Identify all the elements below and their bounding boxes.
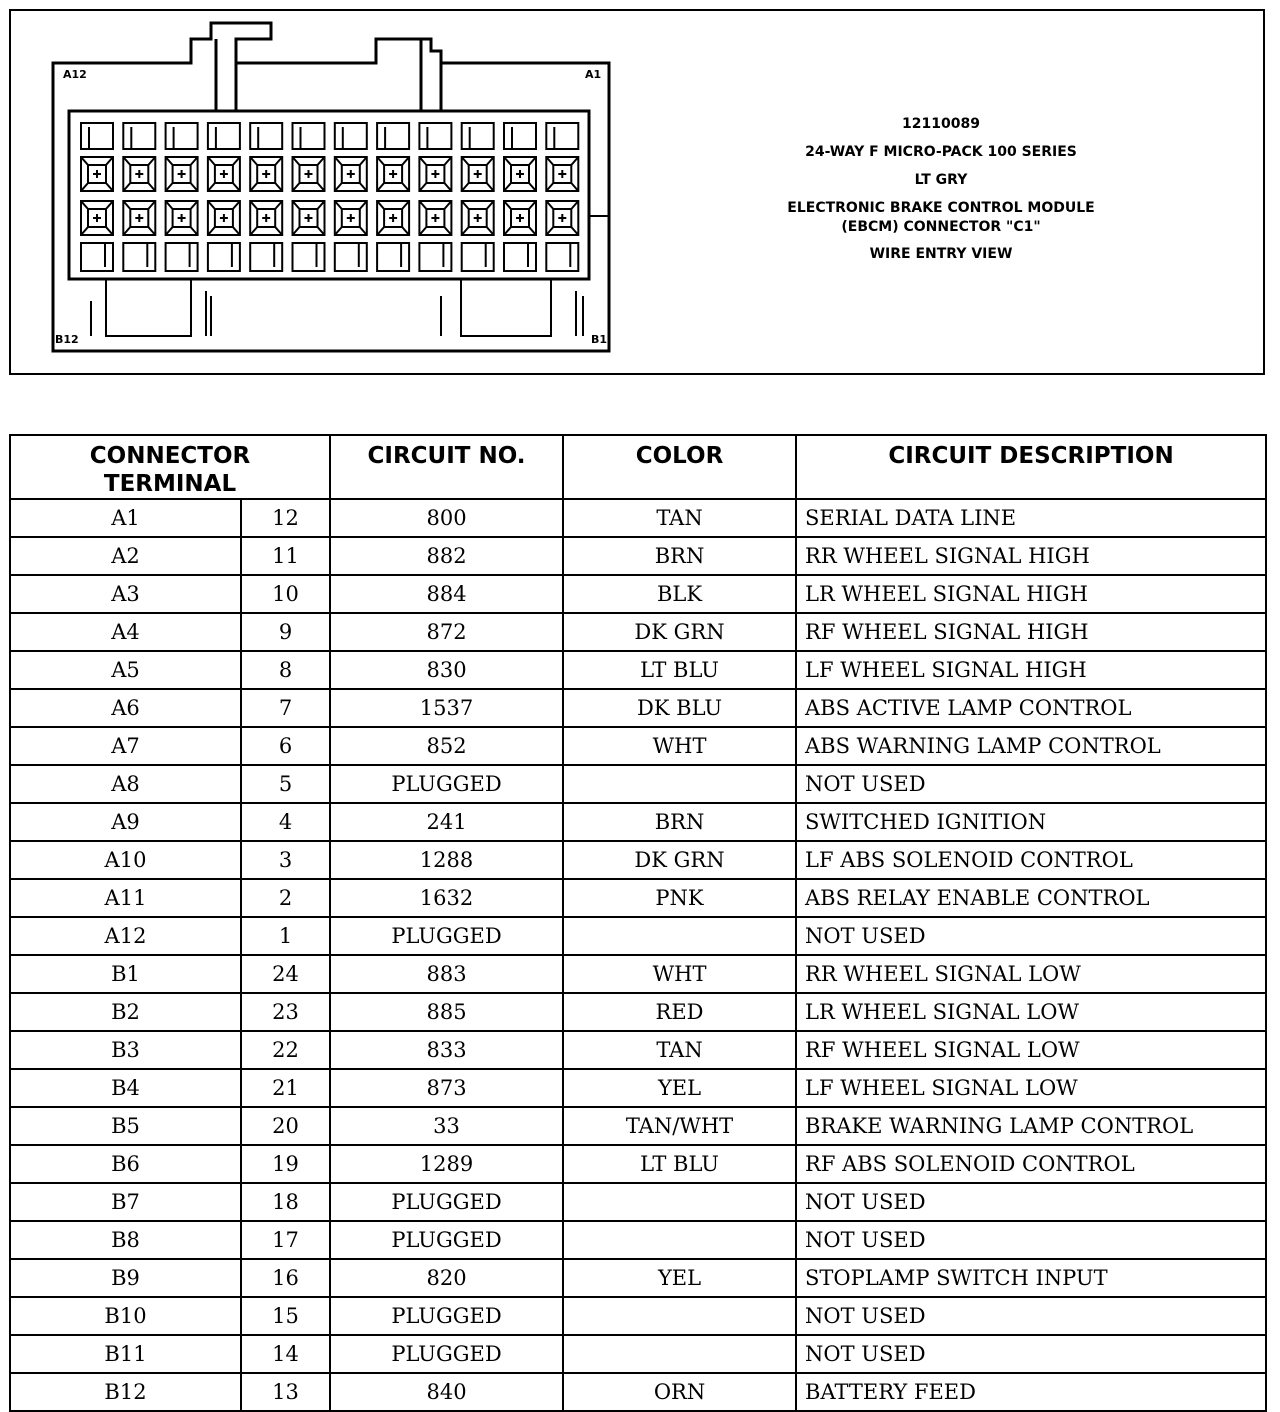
cell-color: TAN xyxy=(563,1031,796,1069)
cell-color: DK BLU xyxy=(563,689,796,727)
table-row xyxy=(10,537,1266,575)
connector-cavity xyxy=(81,201,113,235)
connector-cavity xyxy=(250,123,282,149)
header-circuit-description: CIRCUIT DESCRIPTION xyxy=(796,435,1266,499)
cell-terminal: B9 xyxy=(10,1259,241,1297)
connector-cavity xyxy=(293,243,325,271)
connector-cavity xyxy=(123,123,155,149)
cell-description: SWITCHED IGNITION xyxy=(796,803,1266,841)
cell-description: NOT USED xyxy=(796,917,1266,955)
cell-circuit-no: 1632 xyxy=(330,879,563,917)
connector-cavity xyxy=(546,123,578,149)
cell-circuit-no: 885 xyxy=(330,993,563,1031)
connector-cavity xyxy=(335,123,367,149)
table-header-row xyxy=(10,435,1266,499)
cell-circuit-no: 873 xyxy=(330,1069,563,1107)
connector-cavity xyxy=(208,201,240,235)
cell-color: YEL xyxy=(563,1069,796,1107)
cell-terminal: A4 xyxy=(10,613,241,651)
table-row xyxy=(10,1373,1266,1411)
table-row xyxy=(10,1145,1266,1183)
cell-terminal: A11 xyxy=(10,879,241,917)
cell-circuit-no: 1288 xyxy=(330,841,563,879)
cell-terminal: B3 xyxy=(10,1031,241,1069)
cell-color: WHT xyxy=(563,727,796,765)
cell-terminal: B6 xyxy=(10,1145,241,1183)
connector-cavity xyxy=(504,243,536,271)
connector-cavity xyxy=(419,123,451,149)
table-row xyxy=(10,1221,1266,1259)
cell-terminal: A9 xyxy=(10,803,241,841)
cell-color xyxy=(563,917,796,955)
table-row xyxy=(10,803,1266,841)
cell-terminal: B1 xyxy=(10,955,241,993)
cell-description: NOT USED xyxy=(796,1221,1266,1259)
table-row xyxy=(10,499,1266,537)
connector-cavity xyxy=(123,201,155,235)
cell-circuit-no: PLUGGED xyxy=(330,1297,563,1335)
cell-terminal: B10 xyxy=(10,1297,241,1335)
connector-cavity xyxy=(419,201,451,235)
cell-pin-number: 19 xyxy=(241,1145,330,1183)
cell-color: WHT xyxy=(563,955,796,993)
cell-description: NOT USED xyxy=(796,1183,1266,1221)
connector-cavity xyxy=(504,123,536,149)
cell-circuit-no: 883 xyxy=(330,955,563,993)
cell-description: RF WHEEL SIGNAL LOW xyxy=(796,1031,1266,1069)
cell-pin-number: 22 xyxy=(241,1031,330,1069)
cell-pin-number: 10 xyxy=(241,575,330,613)
cell-description: STOPLAMP SWITCH INPUT xyxy=(796,1259,1266,1297)
cell-color: DK GRN xyxy=(563,613,796,651)
table-row xyxy=(10,651,1266,689)
connector-cavity xyxy=(546,157,578,191)
cell-pin-number: 4 xyxy=(241,803,330,841)
connector-cavity xyxy=(293,201,325,235)
cell-terminal: A3 xyxy=(10,575,241,613)
cell-circuit-no: 800 xyxy=(330,499,563,537)
cell-terminal: B4 xyxy=(10,1069,241,1107)
cell-terminal: B2 xyxy=(10,993,241,1031)
cell-circuit-no: 840 xyxy=(330,1373,563,1411)
cell-pin-number: 8 xyxy=(241,651,330,689)
cell-circuit-no: 1537 xyxy=(330,689,563,727)
cell-description: NOT USED xyxy=(796,1335,1266,1373)
cell-description: LF WHEEL SIGNAL LOW xyxy=(796,1069,1266,1107)
cell-pin-number: 3 xyxy=(241,841,330,879)
cell-pin-number: 15 xyxy=(241,1297,330,1335)
label-a1: A1 xyxy=(585,68,602,81)
cell-color: LT BLU xyxy=(563,1145,796,1183)
table-row xyxy=(10,727,1266,765)
cell-pin-number: 23 xyxy=(241,993,330,1031)
cell-description: RR WHEEL SIGNAL HIGH xyxy=(796,537,1266,575)
label-b1: B1 xyxy=(591,333,608,346)
cell-color: LT BLU xyxy=(563,651,796,689)
connector-housing xyxy=(53,23,609,351)
view-label: WIRE ENTRY VIEW xyxy=(869,246,1013,262)
table-row xyxy=(10,841,1266,879)
table-row xyxy=(10,879,1266,917)
connector-cavity xyxy=(335,201,367,235)
connector-diagram xyxy=(11,11,651,377)
header-terminal-line1: CONNECTOR xyxy=(89,443,251,469)
cell-terminal: B8 xyxy=(10,1221,241,1259)
cell-pin-number: 2 xyxy=(241,879,330,917)
cell-description: ABS RELAY ENABLE CONTROL xyxy=(796,879,1266,917)
cell-circuit-no: PLUGGED xyxy=(330,1335,563,1373)
table-row xyxy=(10,1259,1266,1297)
table-row xyxy=(10,689,1266,727)
label-a12: A12 xyxy=(63,68,87,81)
cell-description: ABS ACTIVE LAMP CONTROL xyxy=(796,689,1266,727)
cell-description: LR WHEEL SIGNAL HIGH xyxy=(796,575,1266,613)
connector-cavity xyxy=(208,243,240,271)
cell-terminal: B11 xyxy=(10,1335,241,1373)
cell-description: RR WHEEL SIGNAL LOW xyxy=(796,955,1266,993)
cell-description: NOT USED xyxy=(796,1297,1266,1335)
connector-cavity xyxy=(419,243,451,271)
connector-cavity xyxy=(81,123,113,149)
cell-pin-number: 24 xyxy=(241,955,330,993)
cell-terminal: A12 xyxy=(10,917,241,955)
cell-description: SERIAL DATA LINE xyxy=(796,499,1266,537)
cell-color: ORN xyxy=(563,1373,796,1411)
header-color: COLOR xyxy=(563,435,796,499)
connector-info xyxy=(731,115,1151,273)
cell-color: YEL xyxy=(563,1259,796,1297)
table-row xyxy=(10,613,1266,651)
cell-pin-number: 12 xyxy=(241,499,330,537)
cell-color: PNK xyxy=(563,879,796,917)
header-terminal-line2: TERMINAL xyxy=(103,471,237,497)
connector-panel xyxy=(9,9,1265,375)
cell-pin-number: 20 xyxy=(241,1107,330,1145)
cell-pin-number: 17 xyxy=(241,1221,330,1259)
cell-circuit-no: 33 xyxy=(330,1107,563,1145)
cell-circuit-no: 882 xyxy=(330,537,563,575)
connector-cavity xyxy=(123,157,155,191)
cell-color xyxy=(563,1183,796,1221)
table-row xyxy=(10,1183,1266,1221)
connector-cavity xyxy=(377,123,409,149)
table-row xyxy=(10,993,1266,1031)
cell-terminal: A6 xyxy=(10,689,241,727)
cell-terminal: A10 xyxy=(10,841,241,879)
connector-cavity xyxy=(546,243,578,271)
cell-pin-number: 14 xyxy=(241,1335,330,1373)
cell-color: TAN/WHT xyxy=(563,1107,796,1145)
connector-cavity xyxy=(377,157,409,191)
cell-color xyxy=(563,1297,796,1335)
cell-terminal: B5 xyxy=(10,1107,241,1145)
cell-pin-number: 18 xyxy=(241,1183,330,1221)
connector-cavity xyxy=(166,201,198,235)
cell-circuit-no: PLUGGED xyxy=(330,1183,563,1221)
connector-cavity xyxy=(166,243,198,271)
cell-terminal: B7 xyxy=(10,1183,241,1221)
cell-circuit-no: PLUGGED xyxy=(330,1221,563,1259)
connector-cavity xyxy=(250,243,282,271)
cell-circuit-no: 852 xyxy=(330,727,563,765)
connector-cavity xyxy=(81,157,113,191)
cell-pin-number: 7 xyxy=(241,689,330,727)
connector-cavity xyxy=(123,243,155,271)
cell-pin-number: 1 xyxy=(241,917,330,955)
connector-cavity xyxy=(208,123,240,149)
cell-pin-number: 11 xyxy=(241,537,330,575)
connector-cavity xyxy=(462,201,494,235)
cell-circuit-no: 820 xyxy=(330,1259,563,1297)
connector-cavity xyxy=(462,123,494,149)
cell-description: NOT USED xyxy=(796,765,1266,803)
table-row xyxy=(10,765,1266,803)
connector-cavity xyxy=(250,157,282,191)
table-row xyxy=(10,955,1266,993)
connector-color: LT GRY xyxy=(914,172,968,188)
part-number: 12110089 xyxy=(902,116,980,132)
cell-description: ABS WARNING LAMP CONTROL xyxy=(796,727,1266,765)
table-row xyxy=(10,1297,1266,1335)
cell-pin-number: 13 xyxy=(241,1373,330,1411)
table-row xyxy=(10,917,1266,955)
connector-cavity xyxy=(419,157,451,191)
header-connector-terminal xyxy=(10,435,330,499)
cell-description: RF ABS SOLENOID CONTROL xyxy=(796,1145,1266,1183)
cell-terminal: A7 xyxy=(10,727,241,765)
cell-description: RF WHEEL SIGNAL HIGH xyxy=(796,613,1266,651)
connector-cavity xyxy=(377,201,409,235)
table-row xyxy=(10,1069,1266,1107)
connector-cavity xyxy=(462,243,494,271)
connector-cavity xyxy=(462,157,494,191)
table-row xyxy=(10,1335,1266,1373)
cell-description: BATTERY FEED xyxy=(796,1373,1266,1411)
cell-circuit-no: 241 xyxy=(330,803,563,841)
connector-type: 24-WAY F MICRO-PACK 100 SERIES xyxy=(805,144,1077,160)
connector-cavity xyxy=(293,157,325,191)
cell-color: RED xyxy=(563,993,796,1031)
connector-cavity xyxy=(166,123,198,149)
table-row xyxy=(10,575,1266,613)
cell-pin-number: 5 xyxy=(241,765,330,803)
cell-circuit-no: PLUGGED xyxy=(330,917,563,955)
connector-cavity xyxy=(377,243,409,271)
connector-cavity xyxy=(208,157,240,191)
connector-description-line2: (EBCM) CONNECTOR "C1" xyxy=(841,219,1041,235)
cell-terminal: A1 xyxy=(10,499,241,537)
cell-color xyxy=(563,1335,796,1373)
connector-cavity xyxy=(293,123,325,149)
cell-circuit-no: 884 xyxy=(330,575,563,613)
cell-color: BRN xyxy=(563,803,796,841)
pinout-table xyxy=(9,434,1267,1412)
cell-description: LF ABS SOLENOID CONTROL xyxy=(796,841,1266,879)
cell-circuit-no: PLUGGED xyxy=(330,765,563,803)
cell-color: TAN xyxy=(563,499,796,537)
cell-pin-number: 9 xyxy=(241,613,330,651)
cell-color: BRN xyxy=(563,537,796,575)
cell-circuit-no: 1289 xyxy=(330,1145,563,1183)
connector-cavity xyxy=(335,157,367,191)
cell-terminal: B12 xyxy=(10,1373,241,1411)
connector-cavity xyxy=(504,157,536,191)
cell-pin-number: 21 xyxy=(241,1069,330,1107)
connector-cavity xyxy=(81,243,113,271)
connector-drawing xyxy=(11,11,651,377)
cell-description: LR WHEEL SIGNAL LOW xyxy=(796,993,1266,1031)
cell-description: BRAKE WARNING LAMP CONTROL xyxy=(796,1107,1266,1145)
cell-terminal: A5 xyxy=(10,651,241,689)
cell-pin-number: 16 xyxy=(241,1259,330,1297)
connector-cavity xyxy=(335,243,367,271)
cell-description: LF WHEEL SIGNAL HIGH xyxy=(796,651,1266,689)
cell-color xyxy=(563,1221,796,1259)
cell-circuit-no: 872 xyxy=(330,613,563,651)
cell-pin-number: 6 xyxy=(241,727,330,765)
table-row xyxy=(10,1107,1266,1145)
connector-description-line1: ELECTRONIC BRAKE CONTROL MODULE xyxy=(787,200,1095,216)
label-b12: B12 xyxy=(55,333,79,346)
connector-cavity xyxy=(546,201,578,235)
cell-circuit-no: 830 xyxy=(330,651,563,689)
connector-cavity xyxy=(504,201,536,235)
cell-color: DK GRN xyxy=(563,841,796,879)
cell-terminal: A2 xyxy=(10,537,241,575)
connector-cavity xyxy=(166,157,198,191)
cell-color xyxy=(563,765,796,803)
table-row xyxy=(10,1031,1266,1069)
cell-circuit-no: 833 xyxy=(330,1031,563,1069)
cell-color: BLK xyxy=(563,575,796,613)
connector-cavity xyxy=(250,201,282,235)
header-circuit-no: CIRCUIT NO. xyxy=(330,435,563,499)
cell-terminal: A8 xyxy=(10,765,241,803)
